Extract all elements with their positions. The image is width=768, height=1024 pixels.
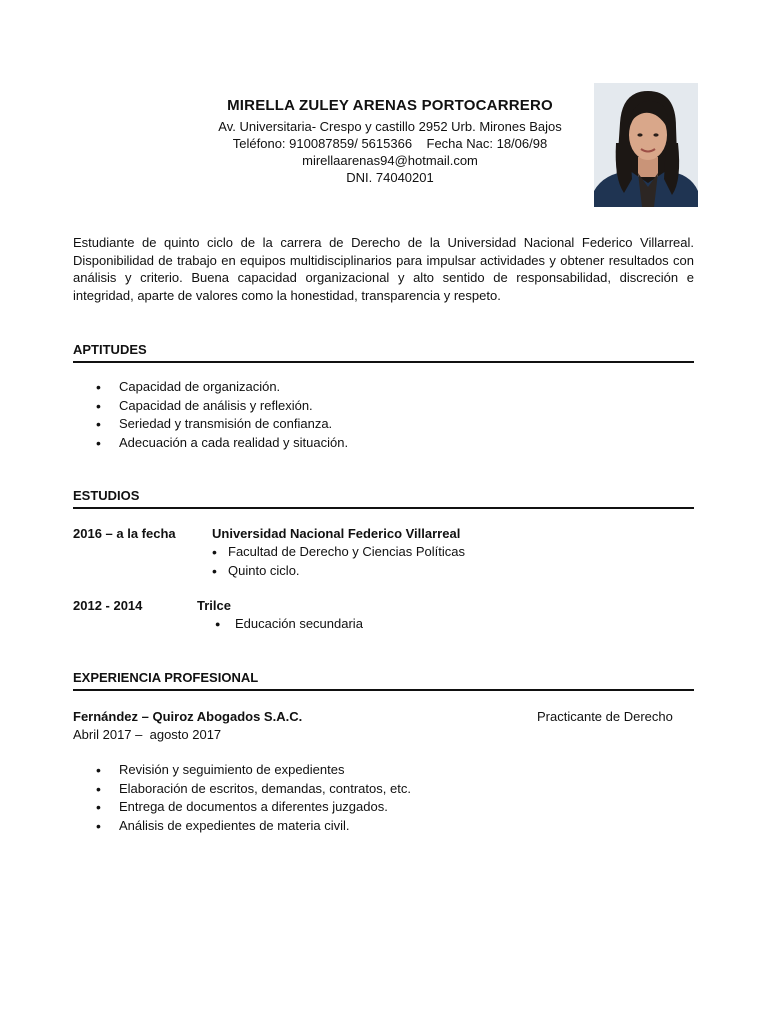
section-title-experiencia: EXPERIENCIA PROFESIONAL <box>73 669 694 691</box>
candidate-name: MIRELLA ZULEY ARENAS PORTOCARRERO <box>227 97 553 114</box>
list-item: ● Educación secundaria <box>213 615 363 634</box>
list-item: • Análisis de expedientes de materia civil. <box>73 817 694 836</box>
list-item: • Seriedad y transmisión de confianza. <box>73 415 694 434</box>
company-name: Fernández – Quiroz Abogados S.A.C. <box>73 709 303 724</box>
dni: DNI. 74040201 <box>346 170 434 185</box>
study-institution: Trilce <box>197 598 231 613</box>
study-period: 2012 - 2014 <box>73 598 143 613</box>
study-details <box>213 615 363 634</box>
section-title-estudios: ESTUDIOS <box>73 487 694 509</box>
list-item: • Entrega de documentos a diferentes juzgados. <box>73 798 694 817</box>
list-item: • Facultad de Derecho y Ciencias Políticas <box>212 543 465 562</box>
job-period: Abril 2017 – agosto 2017 <box>73 727 222 742</box>
profile-photo-illustration <box>594 83 698 207</box>
study-institution: Universidad Nacional Federico Villarreal <box>212 526 461 541</box>
list-item: • Revisión y seguimiento de expedientes <box>73 761 694 780</box>
job-role: Practicante de Derecho <box>537 709 673 724</box>
cv-header <box>160 97 620 186</box>
aptitudes-list <box>73 378 694 452</box>
list-item: • Quinto ciclo. <box>212 562 465 581</box>
profile-photo <box>594 83 698 207</box>
phone-and-birthdate: Teléfono: 910087859/ 5615366 Fecha Nac: 18/06/98 <box>232 136 548 151</box>
list-item: • Adecuación a cada realidad y situación. <box>73 434 694 453</box>
list-item: • Elaboración de escritos, demandas, contratos, etc. <box>73 780 694 799</box>
list-item: • Capacidad de organización. <box>73 378 694 397</box>
study-period: 2016 – a la fecha <box>73 526 176 541</box>
address: Av. Universitaria- Crespo y castillo 2952 Urb. Mirones Bajos <box>218 119 562 134</box>
professional-summary: Estudiante de quinto ciclo de la carrera de Derecho de la Universidad Nacional Federico Villarreal. Disponibilidad de trabajo en equipos multidisciplinarios para impulsar actividades y obtener resultados con análisis y criterio. Buena capacidad organizacional y alto sentido de responsabilidad, discreción e integridad, aparte de valores como la honestidad, transparencia y respeto. <box>73 235 694 303</box>
email: mirellaarenas94@hotmail.com <box>302 153 478 168</box>
list-item: • Capacidad de análisis y reflexión. <box>73 397 694 416</box>
study-details <box>212 543 465 580</box>
job-tasks-list <box>73 761 694 835</box>
section-title-aptitudes: APTITUDES <box>73 341 694 363</box>
